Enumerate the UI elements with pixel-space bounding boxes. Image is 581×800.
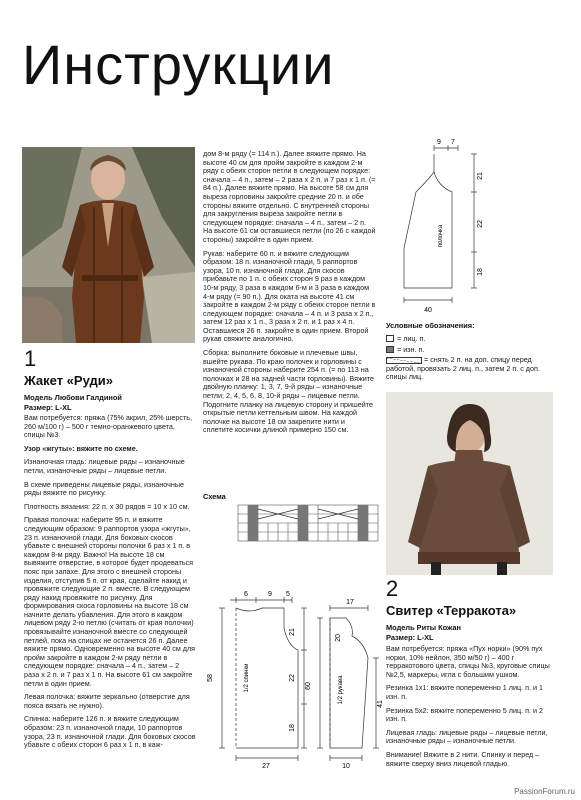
item1-instructions <box>24 414 196 750</box>
dim-sleeve-60: 60 <box>305 682 312 690</box>
legend-cable-label: = снять 2 п. на доп. спицу перед работой, провязать 2 лиц. п., затем 2 п. с доп. спицы лиц. <box>386 355 540 382</box>
legend-cable-swatch <box>386 357 422 364</box>
para-back-cont: дом 8-м ряду (= 114 п.). Далее вяжите прямо. На высоте 40 см для пройм закройте в каждом 2-м ряду с обеих сторон петли в следующем порядке: сначала – 4 п., затем – 2 раза х 2 п. и 7 раз х 1 п. (= 84 п.). Далее вяжите прямо. На высоте 58 см для выреза горловины закройте средние 20 п. и обе стороны вяжите отдельно. С внутренней стороны для закругления выреза закройте петли в следующем порядке: сначала – 4 п., затем – 2 п. На высоте 61 см оставшиеся петли (по 26 с каждой стороны) закройте в один прием. <box>203 149 376 244</box>
legend-purl-swatch <box>386 346 394 353</box>
legend-knit <box>386 334 425 343</box>
dim-sleeve-20: 20 <box>335 634 342 642</box>
page-title: Инструкции <box>22 33 335 96</box>
front-panel-diagram <box>388 140 498 318</box>
dim-front-40: 40 <box>424 307 432 314</box>
photo-jacket-rudi <box>22 147 195 343</box>
back-panel-label: 1/2 спинки <box>244 663 250 693</box>
dim-back-5: 5 <box>286 591 290 598</box>
legend-cable <box>386 356 558 382</box>
dim-front-9: 9 <box>437 139 441 146</box>
dim-sleeve-41: 41 <box>377 700 384 708</box>
item-size-2: Размер: L-XL <box>386 633 434 642</box>
para-materials: Вам потребуется: пряжа (75% акрил, 25% шерсть, 260 м/100 г) – 500 г темно-оранжевого цвета, спицы №3. <box>24 413 192 440</box>
dim-back-18: 18 <box>289 724 296 732</box>
para2-rib-5x2: Резинка 5х2: вяжите попеременно 5 лиц. п. и 2 изн. п. <box>386 705 543 724</box>
para-assembly: Сборка: выполните боковые и плечевые швы, вшейте рукава. По краю полочек и горловины с изнаночной стороны наберите 254 п. (= по 113 на полочках и 28 на задней части горловины). Вяжите двойную планку: 1, 3, 7, 9-й ряды – изнаночные петли; 2, 4, 5, 6, 8, 10-й ряды – лицевые петли. Подогните планку на лицевую сторону и пришейте открытые петли кеттельным швом. На каждой полочке на высоте 18 см закрепите нити и сплетите косички длиной примерно 150 см. <box>203 348 375 435</box>
para-gauge: Плотность вязания: 22 п. х 30 рядов = 10 х 10 см. <box>24 501 190 511</box>
para2-stockinette: Лицевая гладь: лицевые ряды – лицевые петли, изнаночные ряды – изнаночные петли. <box>386 727 548 746</box>
dim-front-18: 18 <box>477 268 484 276</box>
dim-front-22: 22 <box>477 220 484 228</box>
dim-sleeve-10: 10 <box>342 763 350 770</box>
item-model-1: Модель Любови Галдиной <box>24 393 122 402</box>
para2-materials: Вам потребуется: пряжа «Пух норки» (90% пух норки, 10% нейлон, 350 м/50 г) – 400 г терракотового цвета, спицы №3, круговые спицы №2,5, маркеры, игла с большим ушком. <box>386 644 550 679</box>
item-title-2: Свитер «Терракота» <box>386 603 517 618</box>
legend-purl <box>386 345 424 354</box>
photo-sweater-terrakota <box>386 392 553 575</box>
sleeve-label: 1/2 рукава <box>338 675 344 705</box>
item-title-1: Жакет «Руди» <box>24 373 113 388</box>
para-pattern: Узор «жгуты»: вяжите по схеме. <box>24 443 138 453</box>
front-panel-label: полочка <box>438 224 444 248</box>
para2-rib-1x1: Резинка 1х1: вяжите попеременно 1 лиц. п. и 1 изн. п. <box>386 683 543 701</box>
para2-attention: Внимание! Вяжите в 2 нити. Спинку и перед – вяжите сверху вниз лицевой гладью. <box>386 749 540 768</box>
dim-back-27: 27 <box>262 763 270 770</box>
item-model-2: Модель Риты Кожан <box>386 623 461 632</box>
item2-instructions <box>386 645 556 768</box>
footer-watermark: PassionForum.ru <box>514 787 575 796</box>
cable-chart <box>238 505 378 541</box>
item-number-2: 2 <box>386 576 399 601</box>
para-left-front: Левая полочка: вяжите зеркально (отверстие для пояса вязать не нужно). <box>24 692 190 710</box>
dim-back-22: 22 <box>289 674 296 682</box>
photo-jacket-illustration <box>22 147 195 343</box>
schema-title: Схема <box>203 492 226 501</box>
dim-back-9: 9 <box>268 591 272 598</box>
legend-purl-label: = изн. п. <box>397 345 425 354</box>
dim-front-7: 7 <box>451 139 455 146</box>
legend-knit-swatch <box>386 335 394 342</box>
item-size-1: Размер: L-XL <box>24 403 72 412</box>
para-sleeve: Рукав: наберите 60 п. и вяжите следующим образом: 18 п. изнаночной глади, 5 раппортов узора, 10 п. изнаночной глади. Для скосов прибавьте по 1 п. с обеих сторон 9 раз в каждом 10-м ряду, 3 раза в каждом 6-м и 3 раза в каждом 4-м ряду (= 90 п.). Для оката на высоте 41 см закройте в каждом 2-м ряду с обеих сторон петли в следующем порядке: сначала – 4 п. и 3 раза х 2 п., затем 12 раз х 1 п., 3 раза х 2 п. и 1 раз х 4 п. Оставшиеся 26 п. закройте в один прием. Второй рукав свяжите аналогично. <box>203 248 376 344</box>
item-number-1: 1 <box>24 346 37 371</box>
legend-knit-label: = лиц. п. <box>397 334 426 343</box>
dim-back-21: 21 <box>289 628 296 636</box>
para-back: Спинка: наберите 126 п. и вяжите следующим образом: 23 п. изнаночной глади, 10 раппортов узора, 23 п. изнаночной глади. Для боковых скосов убавьте с обеих сторон 6 раз х 1 п. в каж- <box>24 714 196 750</box>
para-right-front: Правая полочка: наберите 95 п. и вяжите следующим образом: 9 раппортов узора «жгуты», 23 п. изнаночной глади. Для боковых скосов убавьте с внешней стороны полочки 6 раз х 1 п. в каждом 8-м ряду. Важно! На высоте 18 см вывяжите отверстие, в которое будет продеваться пояс при запахе. Для этого с внешней стороны изделия, отступив 5 п. от края, сделайте накид и провяжите следующие 2 п. вместе. В следующем ряду накид провяжите по рисунку. Для формирования скоса горловины на высоте 18 см начните делать убавления. Для этого в каждом лицевом ряду 2-ю петлю (считать от края полочки) провязывайте изнаночной вместе со следующей петлей, пока на спицах не останется 26 п. Далее вяжите прямо. Одновременно на высоте 40 см для пройм закройте в каждом 2-м ряду петли в следующем порядке: сначала – 4 п., затем – 2 раза х 2 п. и 7 раз х 1 п. На высоте 61 см закройте петли в один прием. <box>24 515 196 688</box>
col2-instructions <box>203 150 376 435</box>
dim-back-58: 58 <box>207 674 214 682</box>
dim-back-6: 6 <box>244 591 248 598</box>
para-chart-note: В схеме приведены лицевые ряды, изнаночные ряды вяжите по рисунку. <box>24 479 184 498</box>
back-panel-diagram <box>200 592 312 770</box>
dim-sleeve-17: 17 <box>346 599 354 606</box>
dim-front-21: 21 <box>477 172 484 180</box>
sleeve-diagram <box>305 598 384 770</box>
photo-sweater-illustration <box>386 392 553 575</box>
legend-title: Условные обозначения: <box>386 321 475 330</box>
para-purl-stitch: Изнаночная гладь: лицевые ряды – изнаночные петли, изнаночные ряды – лицевые петли. <box>24 457 185 475</box>
